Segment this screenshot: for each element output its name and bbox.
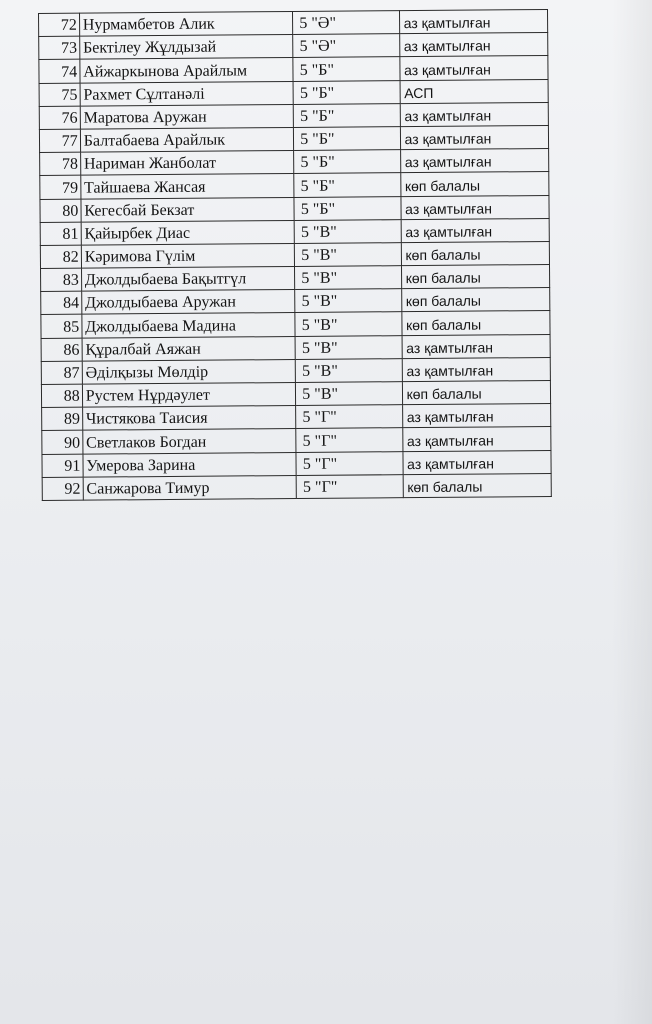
family-status: аз қамтылған xyxy=(400,102,549,126)
family-status: аз қамтылған xyxy=(402,404,551,428)
student-name: Нариман Жанболат xyxy=(80,151,294,176)
table-row xyxy=(41,288,550,315)
student-name: Рустем Нұрдәулет xyxy=(82,382,296,407)
class-grade: 5 "Б" xyxy=(294,127,401,151)
row-number: 76 xyxy=(39,106,80,130)
student-name: Тайшаева Жансая xyxy=(81,174,295,199)
student-name: Рахмет Сұлтанәлі xyxy=(80,81,294,106)
row-number: 88 xyxy=(41,384,82,408)
student-name: Нурмамбетов Алик xyxy=(79,11,293,36)
table-row xyxy=(41,311,550,338)
page-edge-shadow xyxy=(612,0,652,1024)
family-status: АСП xyxy=(400,79,549,103)
student-name: Санжарова Тимур xyxy=(83,475,297,500)
row-number: 75 xyxy=(39,83,80,107)
row-number: 87 xyxy=(41,361,82,385)
class-grade: 5 "В" xyxy=(295,358,402,382)
class-grade: 5 "В" xyxy=(295,335,402,359)
table-row xyxy=(42,450,551,477)
table-row xyxy=(42,427,551,454)
table-row xyxy=(40,172,549,199)
row-number: 79 xyxy=(40,175,81,199)
class-grade: 5 "В" xyxy=(295,312,402,336)
student-name: Джолдыбаева Мадина xyxy=(82,313,296,338)
student-name: Чистякова Таисия xyxy=(82,406,296,431)
table-row xyxy=(42,473,551,500)
table-row xyxy=(39,102,548,129)
class-grade: 5 "Г" xyxy=(296,474,403,498)
class-grade: 5 "Б" xyxy=(293,103,400,127)
family-status: аз қамтылған xyxy=(400,149,549,173)
table-row xyxy=(42,404,551,431)
table-row xyxy=(41,265,550,292)
student-name: Әділқызы Мөлдір xyxy=(82,359,296,384)
class-grade: 5 "Б" xyxy=(294,173,401,197)
class-grade: 5 "В" xyxy=(294,219,401,243)
family-status: аз қамтылған xyxy=(402,334,551,358)
table-row xyxy=(39,125,548,152)
family-status: аз қамтылған xyxy=(403,450,552,474)
class-grade: 5 "В" xyxy=(295,243,402,267)
row-number: 84 xyxy=(41,291,82,315)
family-status: аз қамтылған xyxy=(401,195,550,219)
row-number: 78 xyxy=(40,152,81,176)
row-number: 77 xyxy=(39,129,80,153)
row-number: 83 xyxy=(41,268,82,292)
row-number: 80 xyxy=(40,199,81,223)
row-number: 86 xyxy=(41,338,82,362)
class-grade: 5 "Б" xyxy=(294,150,401,174)
family-status: аз қамтылған xyxy=(399,56,548,80)
student-name: Кегесбай Бекзат xyxy=(81,197,295,222)
family-status: көп балалы xyxy=(401,241,550,265)
row-number: 89 xyxy=(42,407,83,431)
student-name: Бектілеу Жұлдызай xyxy=(79,35,293,60)
table-row xyxy=(39,9,548,36)
row-number: 81 xyxy=(40,222,81,246)
row-number: 73 xyxy=(39,36,80,60)
student-name: Умерова Зарина xyxy=(83,452,297,477)
row-number: 85 xyxy=(41,315,82,339)
student-name: Қайырбек Диас xyxy=(81,220,295,245)
family-status: көп балалы xyxy=(402,380,551,404)
family-status: аз қамтылған xyxy=(399,9,548,33)
class-grade: 5 "Ә" xyxy=(293,34,400,58)
row-number: 82 xyxy=(40,245,81,269)
student-name: Светлаков Богдан xyxy=(83,429,297,454)
family-status: аз қамтылған xyxy=(401,218,550,242)
family-status: көп балалы xyxy=(403,473,552,497)
class-grade: 5 "В" xyxy=(295,289,402,313)
family-status: аз қамтылған xyxy=(399,33,548,57)
family-status: аз қамтылған xyxy=(402,427,551,451)
table-row xyxy=(40,241,549,268)
student-name: Айжаркынова Арайлым xyxy=(80,58,294,83)
family-status: аз қамтылған xyxy=(402,357,551,381)
class-grade: 5 "Б" xyxy=(294,196,401,220)
student-name: Балтабаева Арайлык xyxy=(80,127,294,152)
row-number: 74 xyxy=(39,60,80,84)
family-status: көп балалы xyxy=(401,288,550,312)
class-grade: 5 "Б" xyxy=(293,57,400,81)
row-number: 90 xyxy=(42,431,83,455)
row-number: 92 xyxy=(42,477,83,501)
table-row xyxy=(39,33,548,60)
class-grade: 5 "Г" xyxy=(296,405,403,429)
family-status: көп балалы xyxy=(401,311,550,335)
class-grade: 5 "В" xyxy=(296,382,403,406)
table-row xyxy=(40,195,549,222)
table-row xyxy=(40,218,549,245)
class-grade: 5 "Г" xyxy=(296,451,403,475)
table-row xyxy=(41,357,550,384)
class-grade: 5 "Б" xyxy=(293,80,400,104)
class-grade: 5 "Г" xyxy=(296,428,403,452)
student-name: Маратова Аружан xyxy=(80,104,294,129)
class-grade: 5 "В" xyxy=(295,266,402,290)
class-grade: 5 "Ә" xyxy=(293,11,400,35)
student-table-body xyxy=(39,9,552,500)
family-status: көп балалы xyxy=(401,265,550,289)
student-name: Кәримова Гүлім xyxy=(81,243,295,268)
table-row xyxy=(40,149,549,176)
student-name: Джолдыбаева Бақытгүл xyxy=(81,267,295,292)
table-row xyxy=(39,56,548,83)
student-name: Джолдыбаева Аружан xyxy=(81,290,295,315)
student-name: Құралбай Аяжан xyxy=(82,336,296,361)
row-number: 91 xyxy=(42,454,83,478)
table-row xyxy=(41,334,550,361)
table-row xyxy=(41,380,550,407)
family-status: аз қамтылған xyxy=(400,125,549,149)
family-status: көп балалы xyxy=(400,172,549,196)
student-table xyxy=(38,9,552,501)
row-number: 72 xyxy=(39,13,80,37)
